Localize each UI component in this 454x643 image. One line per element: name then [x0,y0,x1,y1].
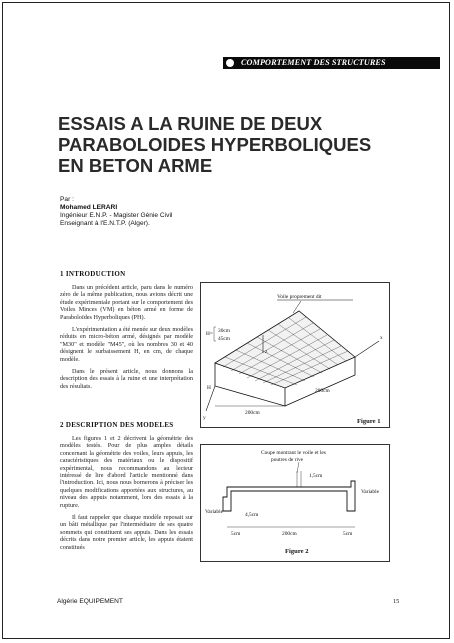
dimension-left-height: 4,5cm [245,512,259,518]
title-line-3: EN BETON ARME [58,155,213,176]
models-heading: 2 DESCRIPTION DES MODELES [60,421,174,429]
intro-heading: 1 INTRODUCTION [60,270,126,278]
axis-y-label: y [203,415,206,421]
dimension-top: 1,5cm [309,473,323,479]
h-label: H= [206,331,213,337]
journal-name: Algérie EQUIPEMENT [57,598,123,605]
dimension-center: 200cm [282,531,297,537]
figure-1-title: Voile proprement dit [277,294,322,300]
x-axis [355,341,379,357]
dimension-right-width: 5cm [343,531,353,537]
h-value-2: 45cm [218,336,230,342]
author-name: Mohamed LERARI [60,204,118,211]
section-label: COMPORTEMENT DES STRUCTURES [241,58,386,67]
figure-2-title-line-2: poutres de rive [271,457,304,463]
dimension-side: 200cm [315,388,330,394]
figure-1-drawing [201,283,389,427]
title-pointer-2 [297,462,299,473]
models-paragraph-1: Les figures 1 et 2 décrivent la géométrie des modèles testés. Pour de plus amples détails concernant la géométrie des voiles, leurs appuis, les caractéristiques des matériaux ou le dispositif expérimental, nous recommandons au lecteur intéressé de lire d'abord l'article mentionné dans l'introduction. Ici, nous nous bornerons à préciser les quelques modifications apportées aux structures, au niveau des appuis notamment, lors des essais à la rupture. [60,435,193,509]
title-line-2: PARABOLOIDES HYPERBOLIQUES [58,134,372,155]
dimension-left-width: 5cm [231,531,241,537]
models-text [60,435,193,556]
label-left: Variable [205,509,223,515]
section-header-bar [223,57,440,69]
h-bracket [214,327,216,341]
intro-paragraph-1: Dans un précédent article, paru dans le numéro zéro de la même publication, nous avions décrit une étude expérimentale portant sur le comportement des Voiles Minces (VM) en béton armé en forme de Paraboloïdes Hyperboliques (PH). [60,284,193,321]
article-title [58,113,398,176]
axis-x-label: x [380,335,383,341]
dimension-bottom: 200cm [245,410,260,416]
figure-1 [200,282,390,428]
author-affiliation-2: Enseignant à l'E.N.T.P. (Alger). [60,220,150,227]
figure-2-title-line-1: Coupe montrant le voile et les [261,450,326,456]
bullet-icon [226,59,234,67]
figure-2-drawing [201,445,389,561]
figure-1-caption: Figure 1 [357,418,381,425]
hyperbolic-paraboloid-shell [215,311,355,388]
h-value-1: 30cm [218,328,230,334]
author-block [60,196,172,228]
models-paragraph-2: Il faut rappeler que chaque modèle reposait sur un bâti métallique par l'intermédiaire de ses quatre sommets qui constituent ses appuis. Dans les essais décrits dans notre premier article, les appuis étaient constitués [60,514,193,551]
author-by: Par : [60,196,74,203]
figure-2-caption: Figure 2 [285,548,309,555]
intro-paragraph-3: Dans le présent article, nous donnons la description des essais à la ruine et une interprétation des résultats. [60,368,193,390]
title-line-1: ESSAIS A LA RUINE DE DEUX [58,113,323,134]
axis-z-label: z [265,349,268,355]
figure-2 [200,444,390,562]
label-right: Variable [361,489,379,495]
intro-text [60,284,193,395]
shell-cross-section [223,481,355,511]
h-marker: H [207,385,211,391]
page-number: 15 [393,598,400,605]
author-affiliation-1: Ingénieur E.N.P. - Magister Génie Civil [60,212,173,219]
intro-paragraph-2: L'expérimentation a été menée sur deux modèles réduits en micro-béton armé, désignés par modèle "M30" et modèle "M45", où les nombres 30 et 40 désignent le surbaissement H, en cm, de chaque modèle. [60,326,193,363]
